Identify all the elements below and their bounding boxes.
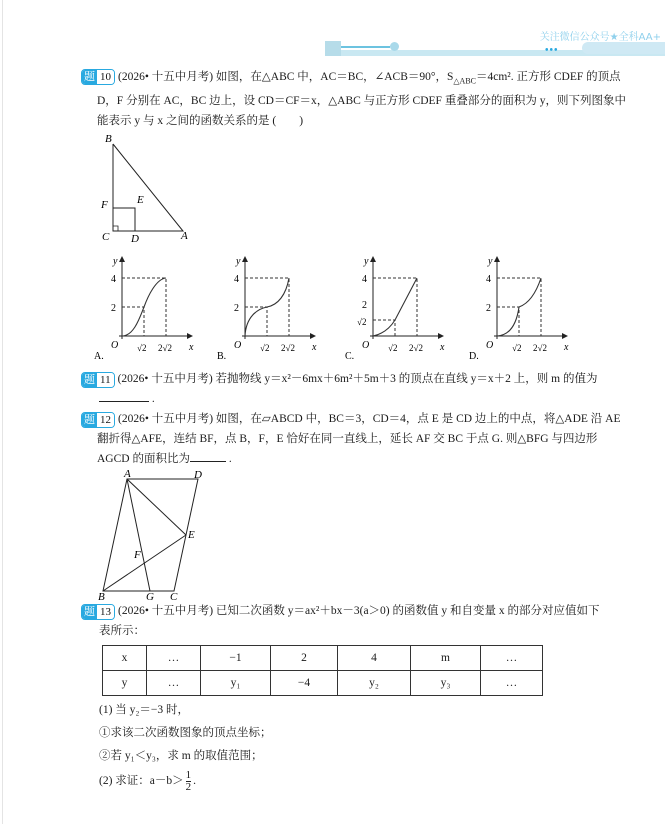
tick-4: 4 bbox=[486, 274, 491, 286]
curve bbox=[373, 278, 417, 336]
y-label: y bbox=[113, 256, 118, 268]
cell: … bbox=[481, 671, 543, 696]
cell: y₁ bbox=[201, 671, 271, 696]
badge-number: 12 bbox=[97, 413, 114, 427]
q11-line2 bbox=[81, 389, 653, 409]
q11-line1 bbox=[81, 369, 653, 389]
header-banner-text: 关注微信公众号★全科AA+ bbox=[539, 32, 661, 43]
q10-line1 bbox=[81, 67, 653, 91]
y-label: y bbox=[236, 256, 241, 268]
cell: x bbox=[103, 646, 147, 671]
y-label: y bbox=[364, 256, 369, 268]
text: (2) 求证：a－b＞ bbox=[99, 775, 184, 788]
option-label: A. bbox=[94, 351, 104, 363]
q13-badge bbox=[81, 604, 115, 620]
cell: m bbox=[411, 646, 481, 671]
q12-badge bbox=[81, 412, 115, 428]
header-square bbox=[325, 41, 341, 56]
tick-2: 2 bbox=[486, 303, 491, 315]
question-10 bbox=[81, 67, 653, 131]
fraction bbox=[186, 770, 192, 793]
parallelogram-abcd bbox=[103, 479, 198, 591]
cell: y₂ bbox=[338, 671, 411, 696]
tick-2root2: 2√2 bbox=[281, 343, 295, 354]
tick-2: 2 bbox=[234, 303, 239, 315]
q13-value-table bbox=[102, 645, 543, 696]
q12-line1 bbox=[81, 409, 653, 429]
q13-parts bbox=[81, 699, 653, 794]
cell: −1 bbox=[201, 646, 271, 671]
header-dot bbox=[390, 42, 399, 51]
label-c: C bbox=[102, 231, 110, 244]
tick-2root2: 2√2 bbox=[409, 343, 423, 354]
text: (2026• 十五中月考) 已知二次函数 y＝ax²＋bx－3(a＞0) 的函数值 y 和自变量 x 的部分对应值如下 bbox=[118, 605, 600, 618]
q11-badge bbox=[81, 372, 115, 388]
option-label: D. bbox=[469, 351, 479, 363]
cell: 4 bbox=[338, 646, 411, 671]
option-graph-3[interactable] bbox=[467, 251, 577, 363]
guide-2 bbox=[122, 307, 144, 336]
origin-label: O bbox=[362, 340, 370, 352]
q13-part2 bbox=[81, 768, 653, 794]
tick-root2: √2 bbox=[512, 343, 522, 354]
tick-2root2: 2√2 bbox=[158, 343, 172, 354]
cell: −4 bbox=[271, 671, 338, 696]
option-label: C. bbox=[345, 351, 355, 363]
option-graph-0[interactable] bbox=[92, 251, 202, 363]
text: . bbox=[193, 775, 197, 788]
text: AGCD 的面积比为 bbox=[97, 453, 190, 466]
numerator: 1 bbox=[185, 769, 192, 782]
cell: y bbox=[103, 671, 147, 696]
q10-badge bbox=[81, 69, 115, 85]
answer-blank[interactable] bbox=[190, 450, 226, 462]
badge-number: 13 bbox=[97, 605, 114, 619]
badge-label: 题 bbox=[84, 604, 95, 618]
option-graph-1[interactable] bbox=[215, 251, 325, 363]
label-d: D bbox=[194, 469, 202, 482]
label-a: A bbox=[124, 468, 131, 481]
label-e: E bbox=[137, 194, 144, 207]
triangle-abc bbox=[113, 144, 183, 231]
answer-blank[interactable] bbox=[99, 390, 149, 402]
tick-root2: √2 bbox=[260, 343, 270, 354]
q10-line2: D，F 分别在 AC，BC 边上，设 CD＝CF＝x，△ABC 与正方形 CDEF 重叠部分的面积为 y，则下列图象中 bbox=[97, 95, 626, 108]
badge-label: 题 bbox=[84, 70, 95, 84]
cell: y₃ bbox=[411, 671, 481, 696]
label-b: B bbox=[98, 591, 105, 602]
origin-label: O bbox=[111, 340, 119, 352]
question-12 bbox=[81, 409, 653, 469]
question-13 bbox=[81, 601, 653, 641]
text: (2026• 十五中月考) 如图，在▱ABCD 中，BC＝3，CD＝4，点 E 是 CD 边上的中点，将△ADE 沿 AE bbox=[118, 413, 621, 426]
x-label: x bbox=[312, 342, 317, 354]
cell: 2 bbox=[271, 646, 338, 671]
tick-root2: √2 bbox=[137, 343, 147, 354]
page-content bbox=[81, 67, 653, 794]
question-11 bbox=[81, 369, 653, 409]
q13-part1: (1) 当 y₂＝−3 时， bbox=[99, 704, 190, 717]
q12-line3 bbox=[81, 449, 653, 469]
tick-4: 4 bbox=[362, 274, 367, 286]
badge-label: 题 bbox=[84, 372, 95, 386]
label-g: G bbox=[146, 591, 154, 602]
origin-label: O bbox=[486, 340, 494, 352]
tick-root2-y: √2 bbox=[357, 317, 367, 328]
origin-label: O bbox=[234, 340, 242, 352]
header-dots: ••• bbox=[545, 45, 559, 56]
tick-2root2: 2√2 bbox=[533, 343, 547, 354]
tick-root2: √2 bbox=[388, 343, 398, 354]
label-c: C bbox=[170, 591, 178, 602]
cell: … bbox=[147, 646, 201, 671]
badge-label: 题 bbox=[84, 412, 95, 426]
right-angle-mark bbox=[113, 226, 118, 231]
q12-parallelogram-figure bbox=[90, 467, 220, 601]
option-label: B. bbox=[217, 351, 227, 363]
guide-2 bbox=[373, 320, 395, 336]
label-f: F bbox=[134, 549, 141, 562]
badge-number: 10 bbox=[97, 70, 114, 84]
text: (2026• 十五中月考) 如图，在△ABC 中，AC＝BC，∠ACB＝90°，S bbox=[118, 71, 454, 83]
text: ＝4cm². 正方形 CDEF 的顶点 bbox=[476, 71, 621, 83]
q10-line3: 能表示 y 与 x 之间的函数关系的是 ( ) bbox=[97, 115, 304, 128]
table-row bbox=[103, 646, 543, 671]
tick-4: 4 bbox=[234, 274, 239, 286]
guide-4 bbox=[373, 278, 417, 336]
q13-part1b: ②若 y₁＜y₃，求 m 的取值范围； bbox=[99, 750, 263, 763]
text: (2026• 十五中月考) 若抛物线 y＝x²－6mx＋6m²＋5m＋3 的顶点在直线 y＝x＋2 上，则 m 的值为 bbox=[117, 373, 598, 386]
q10-triangle-figure bbox=[95, 129, 205, 247]
q13-part1a: ①求该二次函数图象的顶点坐标； bbox=[99, 727, 272, 740]
cell: … bbox=[147, 671, 201, 696]
q10-option-graphs bbox=[81, 251, 653, 363]
table-row bbox=[103, 671, 543, 696]
tick-2: 2 bbox=[111, 303, 116, 315]
segment-be bbox=[103, 535, 186, 591]
q13-line1 bbox=[81, 601, 653, 621]
option-graph-2[interactable] bbox=[343, 251, 453, 363]
cell: … bbox=[481, 646, 543, 671]
label-f: F bbox=[101, 199, 108, 212]
square-cdef bbox=[113, 208, 135, 231]
tick-4: 4 bbox=[111, 274, 116, 286]
text: . bbox=[151, 393, 155, 406]
q12-line2: 翻折得△AFE，连结 BF，点 B，F，E 恰好在同一直线上，延长 AF 交 BC 于点 G. 则△BFG 与四边形 bbox=[97, 433, 598, 446]
q13-line2: 表所示： bbox=[99, 625, 145, 638]
tick-2: 2 bbox=[362, 300, 367, 312]
segment-ag bbox=[127, 479, 150, 591]
label-b: B bbox=[105, 133, 112, 146]
segment-ae bbox=[127, 479, 186, 535]
badge-number: 11 bbox=[97, 373, 114, 387]
y-label: y bbox=[488, 256, 493, 268]
page-edge bbox=[2, 0, 3, 824]
label-e: E bbox=[188, 529, 195, 542]
x-label: x bbox=[189, 342, 194, 354]
label-d: D bbox=[131, 233, 139, 246]
x-label: x bbox=[440, 342, 445, 354]
subscript: △ABC bbox=[453, 76, 476, 86]
header-line bbox=[341, 46, 390, 48]
x-label: x bbox=[564, 342, 569, 354]
label-a: A bbox=[181, 230, 188, 243]
text: . bbox=[228, 453, 232, 466]
denominator: 2 bbox=[185, 781, 192, 794]
